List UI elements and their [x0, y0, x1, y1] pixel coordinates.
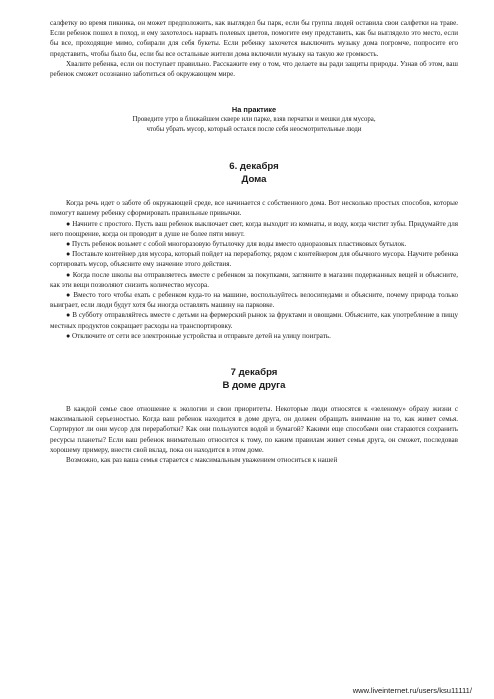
practice-block: [50, 105, 458, 135]
dec6-paragraph-8: ● Отключите от сети все электронные устройства и отправьте детей на улицу поиграть.: [66, 331, 331, 340]
dec7-paragraph-1: В каждой семье свое отношение к экологии и свои приоритеты. Некоторые люди относятся к «зеленому» образу жизни с максимальной серьезностью. Когда ваш ребенок находится в доме друга, он должен обращать внимание на то, как живет семья. Сортируют ли они мусор для переработки? Как они пользуются водой и бумагой? Какими еще способами они стараются сохранить ресурсы планеты? Если ваш ребенок внимательно относится к тому, по каким правилам живет семья друга, он сможет, последовав хорошему примеру, внести свой вклад, пока он находится в этом доме.: [50, 405, 458, 454]
practice-title: На практике: [231, 105, 277, 115]
practice-line-1: Проведите утро в ближайшем сквере или парке, взяв перчатки и мешки для мусора,: [132, 116, 376, 124]
dec6-paragraph-2: ● Начните с простого. Пусть ваш ребенок выключает свет, когда выходит из комнаты, и воду, когда чистит зубы. Придумайте для него поощрение, когда он проводит в душе не более пяти минут.: [50, 219, 458, 238]
dec7-title: В доме друга: [222, 379, 286, 391]
dec6-paragraph-3: ● Пусть ребенок возьмет с собой многоразовую бутылочку для воды вместо одноразовых пластиковых бутылок.: [66, 240, 407, 249]
dec7-paragraph-2: Возможно, как раз ваша семья старается с максимальным уважением относиться к нашей: [66, 456, 338, 465]
practice-line-2: чтобы убрать мусор, который остался после себя неосмотрительные люди: [146, 126, 362, 134]
dec6-paragraph-7: ● В субботу отправляйтесь вместе с детьми на фермерский рынок за фруктами и овощами. Объясните, как употребление в пищу местных продуктов сокращает расходы на транспортировку.: [50, 311, 458, 330]
document-page: [50, 18, 458, 465]
intro-paragraph-2: Хвалите ребенка, если он поступает правильно. Расскажите ему о том, что делаете вы ради защиты природы. Узнав об этом, ваш ребенок сможет осознанно заботиться об окружающем мире.: [50, 59, 458, 79]
dec6-heading: [50, 161, 458, 186]
source-url: www.liveinternet.ru/users/ksu11111/: [352, 686, 472, 695]
dec6-date: 6. декабря: [229, 161, 279, 173]
dec6-title: Дома: [241, 173, 267, 185]
dec7-date: 7 декабря: [230, 367, 278, 379]
dec6-paragraph-5: ● Когда после школы вы отправляетесь вместе с ребенком за покупками, загляните в магазин подержанных вещей и объясните, как эти вещи позволяют снизить количество мусора.: [50, 270, 458, 289]
dec6-paragraph-4: ● Поставьте контейнер для мусора, который пойдет на переработку, рядом с контейнером для обычного мусора. Научите ребенка сортировать мусор, объясните ему значение этого действия.: [50, 250, 458, 269]
dec6-paragraph-1: Когда речь идет о заботе об окружающей среде, все начинается с собственного дома. Вот несколько простых способов, которые помогут вашему ребенку сформировать правильные привычки.: [50, 199, 458, 218]
dec6-paragraph-6: ● Вместо того чтобы ехать с ребенком куда-то на машине, воспользуйтесь велосипедами и объясните, почему природа только выиграет, если люди будут хотя бы иногда оставлять машину на парковке.: [50, 291, 458, 310]
dec7-heading: [50, 367, 458, 392]
intro-paragraph-1: салфетку во время пикника, он может предположить, как выглядел бы парк, если бы группа людей оставила свои салфетки на траве. Если ребенок пошел в поход, и ему захотелось нарвать полевых цветов, помогите ему представить, как бы выглядело это место, если бы все, проходящие мимо, собирали для себя букеты. Если ребенку захочется выключить музыку дома погромче, попросите его представить, чтобы было бы, если бы все остальные жители дома включили музыку на такую же громкость.: [50, 19, 458, 58]
